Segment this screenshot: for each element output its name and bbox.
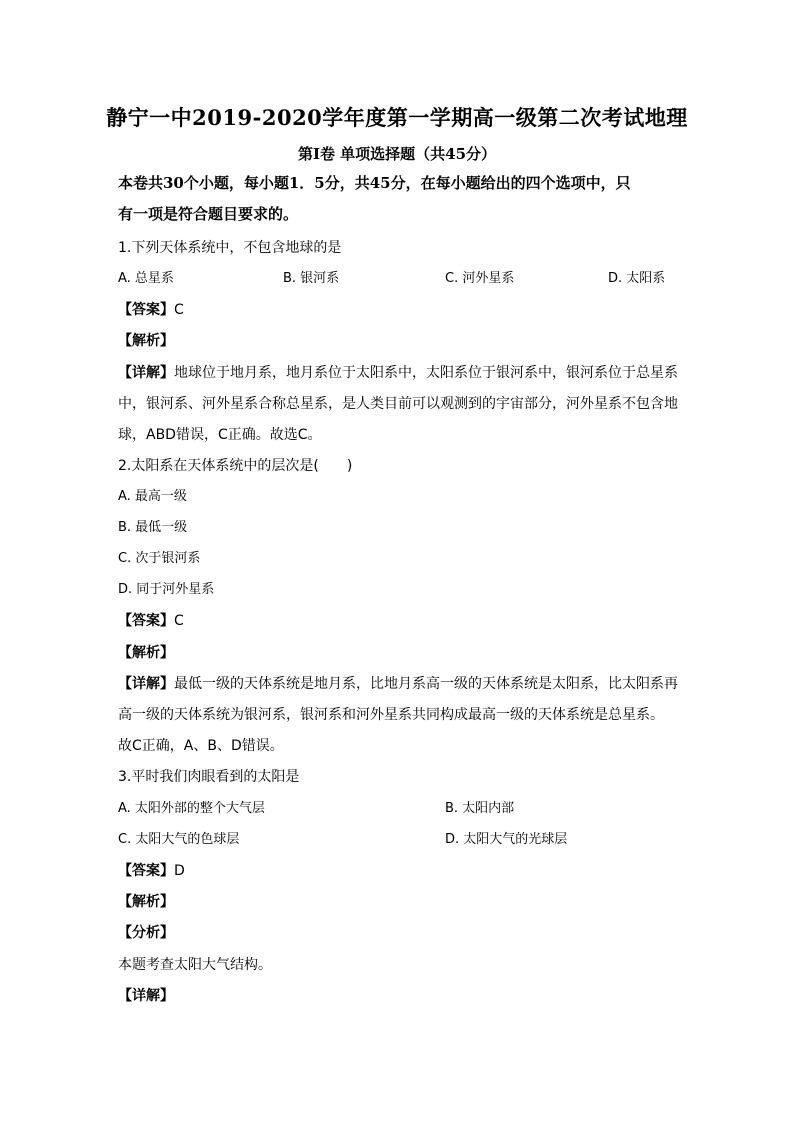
q2-analysis-label: 【解析】 — [118, 645, 174, 661]
q2-detail-line-1: 【详解】最低一级的天体系统是地月系，比地月系高一级的天体系统是太阳系，比太阳系再 — [118, 676, 678, 692]
q3-analysis-label: 【解析】 — [118, 894, 174, 910]
page-title: 静宁一中2019-2020学年度第一学期高一级第二次考试地理 — [106, 105, 688, 130]
q2-detail-line-2: 高一级的天体系统为银河系，银河系和河外星系共同构成最高一级的天体系统是总星系。 — [118, 707, 664, 723]
q1-detail-line-1: 【详解】地球位于地月系，地月系位于太阳系中，太阳系位于银河系中，银河系位于总星系 — [118, 365, 678, 381]
q1-detail-line-2: 中，银河系、河外星系合称总星系，是人类目前可以观测到的宇宙部分，河外星系不包含地 — [118, 396, 678, 412]
q1-analysis-label: 【解析】 — [118, 333, 174, 349]
answer-label: 【答案】 — [118, 302, 174, 318]
instructions-line-1: 本卷共30个小题，每小题1．5分，共45分，在每小题给出的四个选项中，只 — [118, 174, 631, 192]
section-title: 第Ⅰ卷 单项选择题（共45分） — [297, 145, 497, 163]
q2-stem: 2.太阳系在天体系统中的层次是( ) — [118, 458, 353, 474]
q1-option-d: D. 太阳系 — [608, 271, 666, 286]
q1-stem: 1.下列天体系统中，不包含地球的是 — [118, 240, 342, 256]
q3-option-a: A. 太阳外部的整个大气层 — [118, 801, 265, 816]
q2-option-c: C. 次于银河系 — [118, 551, 201, 566]
q1-option-c: C. 河外星系 — [445, 271, 515, 286]
q3-option-d: D. 太阳大气的光球层 — [445, 832, 568, 847]
q2-detail-line-3: 故C正确，A、B、D错误。 — [118, 738, 284, 754]
q1-detail-line-3: 球，ABD错误，C正确。故选C。 — [118, 427, 322, 443]
q3-analysis-text: 本题考查太阳大气结构。 — [118, 957, 272, 973]
q1-answer — [118, 299, 678, 321]
q3-option-b: B. 太阳内部 — [445, 801, 515, 816]
q1-option-a: A. 总星系 — [118, 271, 174, 286]
answer-value: C — [174, 302, 184, 318]
detail-label: 【详解】 — [118, 365, 174, 381]
q3-option-c: C. 太阳大气的色球层 — [118, 832, 240, 847]
q2-answer: 【答案】C — [118, 613, 184, 629]
q3-stem: 3.平时我们肉眼看到的太阳是 — [118, 769, 300, 785]
q1-option-b: B. 银河系 — [283, 271, 340, 286]
instructions-line-2: 有一项是符合题目要求的。 — [118, 205, 299, 223]
q3-detail-label: 【详解】 — [118, 988, 174, 1004]
q3-fenxi-label: 【分析】 — [118, 925, 174, 941]
q2-option-d: D. 同于河外星系 — [118, 582, 215, 597]
q2-option-b: B. 最低一级 — [118, 520, 188, 535]
q2-option-a: A. 最高一级 — [118, 489, 187, 504]
q3-answer: 【答案】D — [118, 863, 185, 879]
